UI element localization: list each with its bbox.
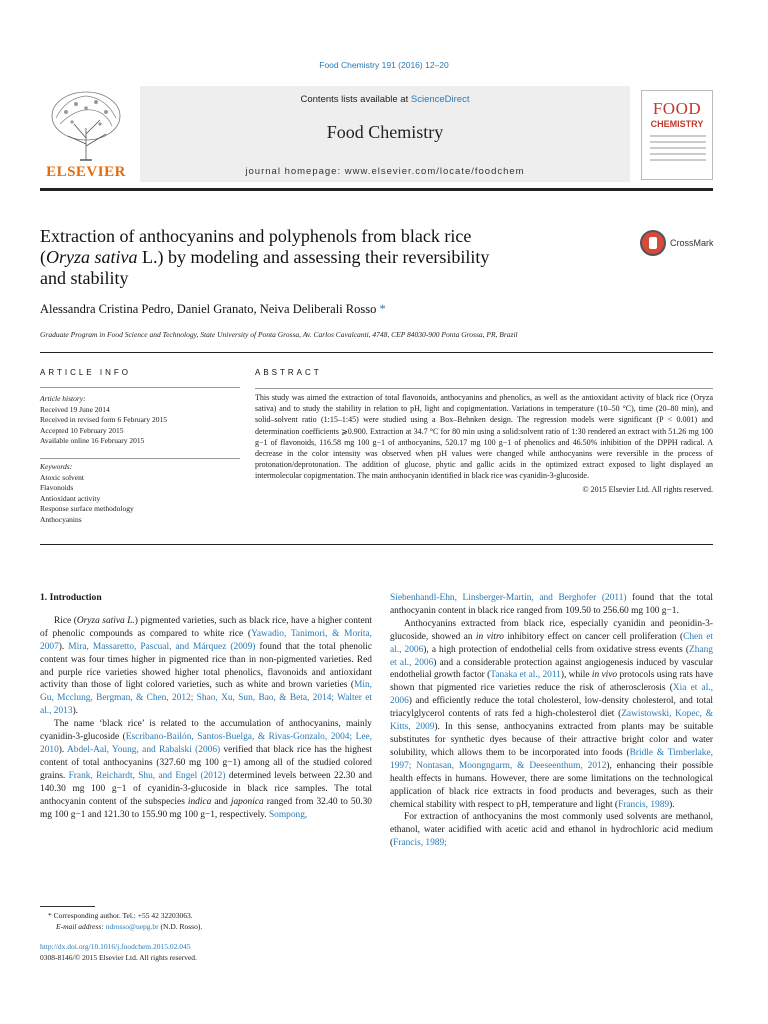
title-line-2: [40, 247, 600, 268]
title-paren: (: [40, 247, 46, 267]
keyword: Atoxic solvent: [40, 472, 84, 482]
title-line-1: Extraction of anthocyanins and polyphenols from black rice: [40, 226, 472, 246]
citation-link[interactable]: Francis, 1989;: [393, 838, 447, 849]
citation-link[interactable]: Xia et al., 2006: [390, 683, 713, 707]
journal-reference[interactable]: Food Chemistry 191 (2016) 12–20: [319, 60, 449, 70]
text-run: found that the total phenolic content was four times higher in pigmented rice than in non-pigmented varieties. Red and purple rice varieties showed higher total phenolics, flavonoids and antioxidant activity than those of light colored varieties, such as white and brown varieties (: [40, 641, 373, 691]
citation-link[interactable]: Escribano-Bailón, Santos-Buelga, & Rivas-Gonzalo, 2004; Lee, 2010: [40, 732, 373, 755]
history-revised: Received in revised form 6 February 2015: [40, 415, 168, 424]
doi-link[interactable]: http://dx.doi.org/10.1016/j.foodchem.2015.02.045: [40, 942, 191, 951]
article-info-heading: ARTICLE INFO: [40, 368, 131, 377]
text-run: ). In this sense, anthocyanins extracted from plants may be suitable substitutes for synthetic dyes because of their attractive bright color and water solubility, which allows them to be incorporated into foods (: [390, 722, 713, 758]
email-link[interactable]: ndrosso@uepg.br: [105, 922, 159, 931]
journal-cover[interactable]: [641, 90, 713, 180]
article-info-rule: [40, 387, 240, 388]
abstract-copyright: © 2015 Elsevier Ltd. All rights reserved.: [582, 484, 713, 494]
body-right-column: [390, 592, 713, 850]
keywords-label: Keywords:: [40, 462, 73, 471]
italic-text: in vivo: [591, 670, 618, 681]
journal-homepage[interactable]: journal homepage: www.elsevier.com/locate/foodchem: [245, 166, 525, 177]
crossmark-icon: [640, 230, 666, 256]
article-title: [40, 226, 600, 289]
citation-link[interactable]: Mira, Massaretto, Pascual, and Márquez (2009): [68, 641, 256, 652]
text-run: ) and a considerable protection against angiogenesis induced by vascular endothelial growth factor (: [390, 657, 713, 681]
email-suffix: (N.D. Rosso).: [158, 922, 203, 931]
intro-paragraph-2-cont: [390, 592, 713, 618]
citation-link[interactable]: Abdel-Aal, Young, and Rabalski (2006): [67, 744, 221, 755]
affiliation: Graduate Program in Food Science and Technology, State University of Ponta Grossa, Av. Carlos Cavalcanti, 4748, CEP 84030-900 Ponta Grossa, PR, Brazil: [40, 330, 518, 339]
text-run: ), while: [560, 670, 592, 681]
history-received: Received 19 June 2014: [40, 404, 110, 414]
journal-header: [140, 86, 630, 182]
citation-link[interactable]: Min, Gu, Mcclung, Bergman, & Chen, 2012; Shao, Xu, Sun, Bao, & Beta, 2014; Walter et al., 2013: [40, 680, 372, 717]
citation-link[interactable]: Frank, Reichardt, Shu, and Engel (2012): [68, 770, 226, 781]
text-run: verified that black rice has the highest content of total anthocyanins (327.60 mg 100 g−1) among all of the studied colored grains.: [40, 744, 373, 781]
article-footer: [40, 941, 370, 963]
title-rule: [40, 352, 713, 353]
history-online: Available online 16 February 2015: [40, 436, 145, 445]
title-line-2-rest: L.) by modeling and assessing their reversibility: [137, 247, 490, 267]
text-run: For extraction of anthocyanins the most commonly used solvents are methanol, ethanol, water acidified with acetic acid and ethanol in hydrochloric acid medium (: [390, 812, 713, 849]
cover-title-food: FOOD: [652, 99, 702, 118]
text-run: inhibitory effect on cancer cell proliferation (: [503, 631, 684, 642]
cover-lines: [650, 135, 706, 165]
abstract: [255, 392, 713, 495]
abstract-text: This study was aimed the extraction of total flavonoids, anthocyanins and phenolics, as well as the antioxidant activity of black rice (Oryza sativa) and to study the stability in relation to pH, light and copigmentation. Variations in temperature (10–50 °C), time (20–80 min), and solid–solvent ratio (1:15–1:45) were studied using a Box–Behnken design. The regression models were significant (P < 0.001) and determination coefficients ⩾0.900. Extraction at 34.7 °C for 80 min using a solid:solvent ratio of 1:30 rendered an extract with 51.26 mg 100 g−1 of flavonoids, 116.58 mg 100 g−1 of anthocyanins, 520.17 mg 100 g−1 of phenolics and 46.50% inhibition of the DPPH radical. A decrease in the color intensity was observed when pH values were changed while anthocyanins were reversible in the process of protonation/deprotonation. The addition of glucose, phytic and gallic acids in the optimized extract exposed to light displayed an intermolecular copigmentation. The main anthocyanin identified in black rice was cyanidin-3-glucoside.: [255, 393, 713, 481]
elsevier-logo: [40, 88, 132, 184]
cover-title-chemistry: CHEMISTRY: [650, 119, 704, 129]
citation-link[interactable]: Francis, 1989: [618, 799, 670, 810]
keyword: Anthocyanins: [40, 514, 82, 524]
intro-paragraph-3: [390, 618, 713, 812]
citation-link[interactable]: Zhang et al., 2006: [390, 644, 713, 668]
italic-text: indica: [187, 796, 212, 807]
italic-text: japonica: [230, 796, 264, 807]
text-run: Rice (: [54, 615, 77, 626]
italic-text: Oryza sativa L.: [76, 615, 135, 626]
email-line: [40, 921, 370, 932]
citation-link[interactable]: Bridle & Timberlake, 1997; Nontasan, Moongngarm, & Deeseenthum, 2012: [390, 747, 714, 771]
title-line-3: and stability: [40, 268, 129, 288]
email-label: E-mail address:: [56, 922, 106, 931]
keyword: Response surface methodology: [40, 504, 134, 513]
section-heading-introduction: 1. Introduction: [40, 592, 102, 603]
text-run: ranged from 32.40 to 50.30 mg 100 g−1 and 121.30 to 155.90 mg 100 g−1, respectively.: [40, 796, 372, 820]
text-run: ).: [669, 799, 675, 810]
citation-link[interactable]: Siebenhandl-Ehn, Linsberger-Martin, and Berghofer (2011): [390, 593, 627, 603]
text-run: ), enhancing their possible health effects in humans. However, there are some limitations on the technological application of black rice extracts in food products and beverages, such as their chemical stability with respect to pH, temperature and light (: [390, 760, 713, 810]
crossmark-badge[interactable]: [640, 230, 720, 258]
header-rule: [40, 188, 713, 191]
keywords-rule: [40, 458, 240, 459]
elsevier-wordmark: ELSEVIER: [46, 164, 126, 180]
citation-link[interactable]: Chen et al., 2006: [390, 631, 713, 655]
citation-link[interactable]: Tanaka et al., 2011: [490, 670, 561, 681]
text-run: ) and efficiently reduce the total cholesterol, low-density cholesterol, and total triacylglycerol contents of rats fed a high-cholesterol diet (: [390, 696, 713, 720]
intro-paragraph-1: [40, 615, 372, 718]
text-run: ).: [58, 744, 68, 755]
intro-paragraph-2: [40, 718, 372, 821]
text-run: determined levels between 22.30 and 140.30 mg 100 g−1 of cyanidin-3-glucoside in black rice samples. The total anthocyanin content of the subspecies: [40, 770, 372, 807]
text-run: ), a high protection of endothelial cells from oxidative stress events (: [423, 644, 690, 655]
authors-names: Alessandra Cristina Pedro, Daniel Granato, Neiva Deliberali Rosso: [40, 302, 377, 316]
issn-copyright: 0308-8146/© 2015 Elsevier Ltd. All rights reserved.: [40, 953, 197, 962]
text-run: The name ‘black rice’ is related to the accumulation of anthocyanins, mainly cyanidin-3-glucoside (: [40, 719, 372, 743]
sciencedirect-link[interactable]: ScienceDirect: [410, 94, 470, 105]
keyword: Antioxidant activity: [40, 493, 101, 503]
contents-line: [140, 94, 630, 105]
abstract-bottom-rule: [40, 544, 713, 545]
journal-name: Food Chemistry: [326, 122, 444, 142]
text-run: ).: [58, 641, 69, 652]
contents-prefix: Contents lists available at: [300, 94, 411, 105]
keywords: [40, 462, 240, 525]
citation-link[interactable]: Sompong,: [268, 809, 308, 820]
history-accepted: Accepted 10 February 2015: [40, 425, 124, 435]
citation-link[interactable]: Yawadio, Tanimori, & Morita, 2007: [40, 628, 372, 652]
intro-paragraph-4: [390, 811, 713, 850]
body-left-column: [40, 592, 372, 821]
text-run: found that the total anthocyanin content in black rice ranged from 109.50 to 256.60 mg 100 g−1.: [390, 593, 713, 616]
footnote-rule: [40, 906, 95, 907]
text-run: ).: [72, 706, 79, 717]
title-species: Oryza sativa: [46, 247, 138, 267]
history-label: Article history:: [40, 394, 86, 403]
text-run: Anthocyanins extracted from black rice, especially cyanidin and peonidin-3-glucoside, showed an: [390, 618, 713, 642]
citation-link[interactable]: Zawistowski, Kopec, & Kitts, 2009: [390, 709, 713, 733]
corresponding-author-note: * Corresponding author. Tel.: +55 42 32203063.: [48, 911, 193, 920]
author-list: [40, 302, 713, 317]
text-run: protocols using rats have shown that pigmented rice varieties reduce the risk of atherosclerosis (: [390, 670, 713, 694]
keyword: Flavonoids: [40, 483, 74, 492]
italic-text: in vitro: [475, 631, 504, 642]
elsevier-tree-icon: [46, 88, 126, 162]
footnote: [40, 910, 370, 932]
text-run: and: [211, 796, 231, 807]
crossmark-label: CrossMark: [670, 238, 714, 248]
article-history: [40, 394, 240, 447]
corresponding-author-mark[interactable]: *: [379, 302, 386, 316]
text-run: ) pigmented varieties, such as black rice, have a higher content of phenolic compounds as compared to white rice (: [40, 615, 372, 639]
abstract-heading: ABSTRACT: [255, 368, 322, 377]
abstract-rule: [255, 388, 713, 389]
